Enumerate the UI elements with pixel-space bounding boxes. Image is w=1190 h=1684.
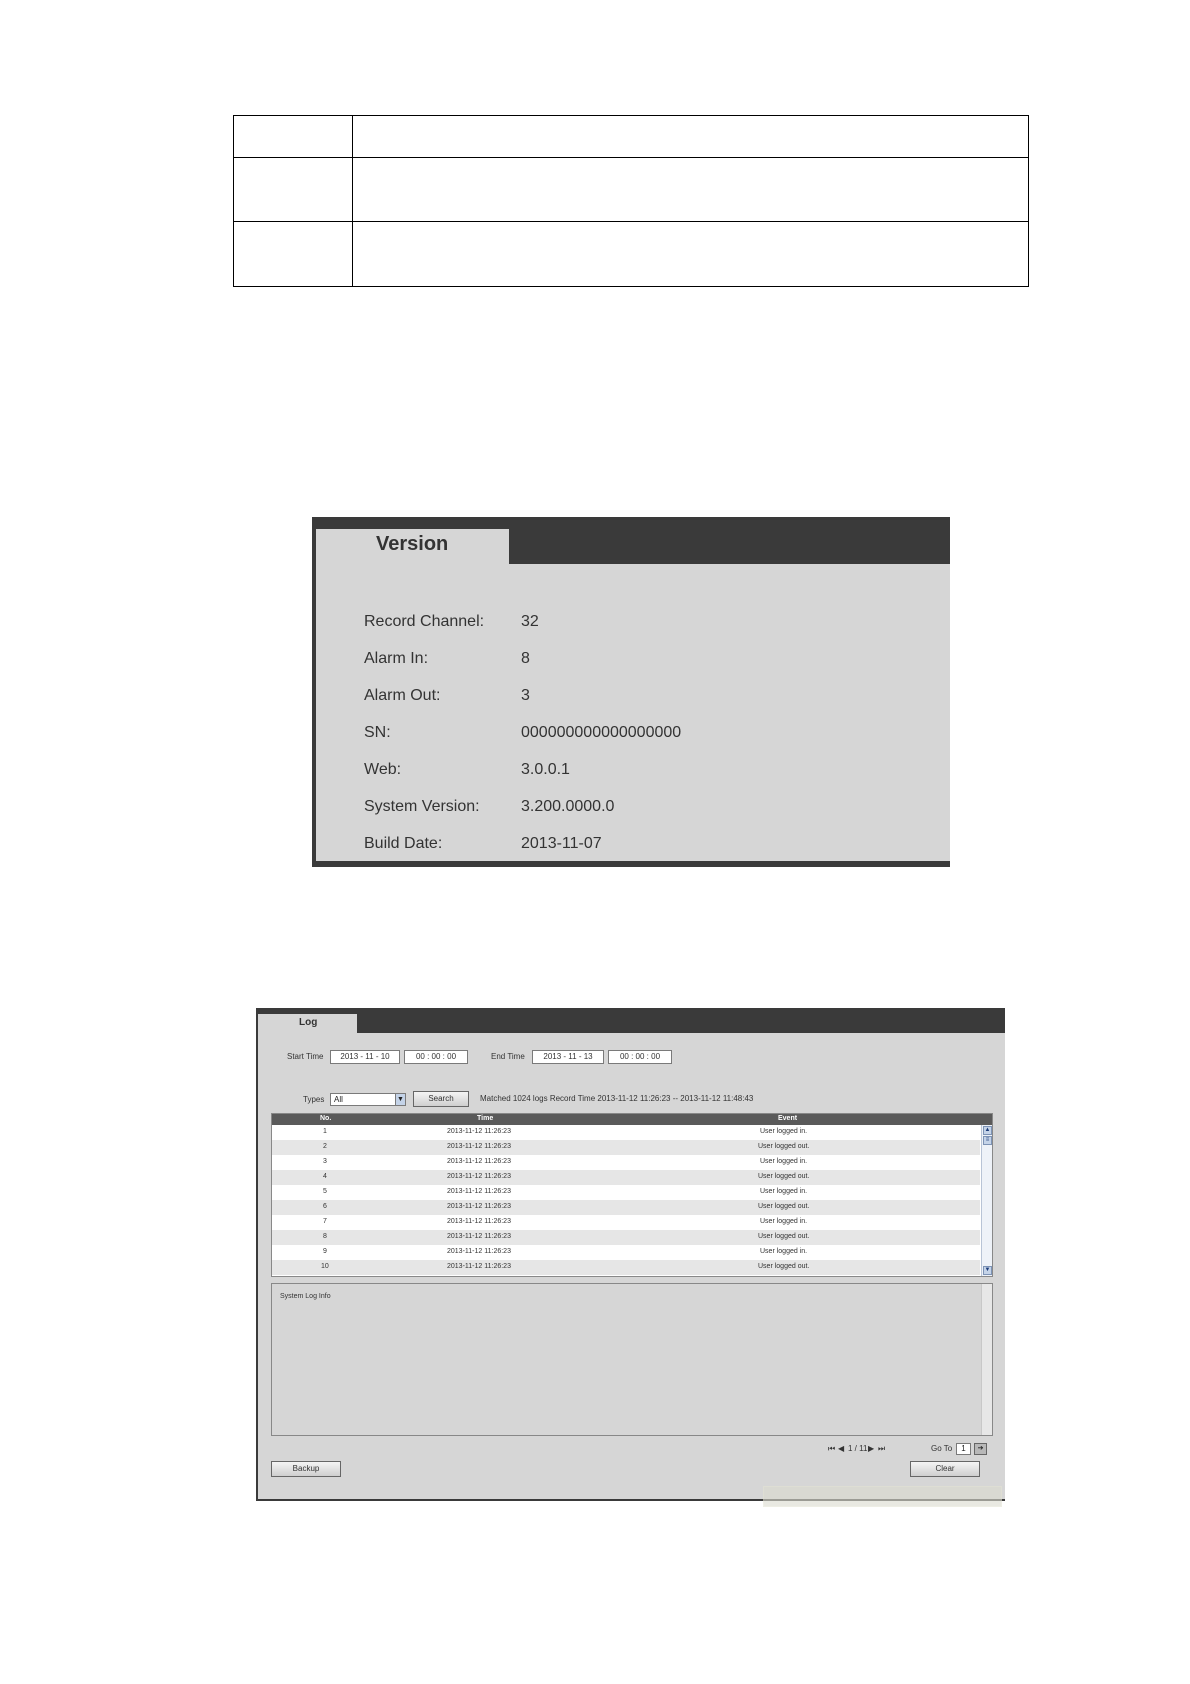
table-row[interactable] <box>272 1215 980 1230</box>
table-cell <box>234 222 353 287</box>
row-time: 2013-11-12 11:26:23 <box>447 1158 511 1165</box>
table-row[interactable] <box>272 1125 980 1140</box>
row-event: User logged out. <box>758 1143 810 1150</box>
version-row-label: SN: <box>364 724 391 741</box>
row-no: 3 <box>323 1158 327 1165</box>
table-body <box>272 1125 980 1275</box>
row-event: User logged in. <box>760 1248 808 1255</box>
goto-arrow-icon[interactable]: ➔ <box>974 1443 987 1455</box>
table-cell <box>234 116 353 158</box>
start-date-input[interactable]: 2013 - 11 - 10 <box>330 1050 400 1064</box>
version-row-label: Record Channel: <box>364 613 485 630</box>
end-time-label: End Time <box>491 1052 525 1061</box>
row-event: User logged out. <box>758 1173 810 1180</box>
row-time: 2013-11-12 11:26:23 <box>447 1173 511 1180</box>
row-event: User logged in. <box>760 1188 808 1195</box>
row-event: User logged out. <box>758 1203 810 1210</box>
prev-page-icon[interactable]: ◀ <box>838 1444 845 1453</box>
version-row-label: Web: <box>364 761 402 778</box>
page-indicator: 1 / 11 <box>848 1444 868 1453</box>
version-row-value: 3 <box>521 687 530 704</box>
row-no: 6 <box>323 1203 327 1210</box>
row-event: User logged out. <box>758 1263 810 1270</box>
row-no: 5 <box>323 1188 327 1195</box>
table-row[interactable] <box>272 1170 980 1185</box>
row-event: User logged in. <box>760 1128 808 1135</box>
column-header-event: Event <box>778 1115 798 1122</box>
log-tab[interactable] <box>258 1014 357 1034</box>
table-row[interactable] <box>272 1230 980 1245</box>
types-label: Types <box>303 1095 325 1104</box>
version-row-value: 3.0.0.1 <box>521 761 570 778</box>
table-row[interactable] <box>272 1185 980 1200</box>
version-row-label: Build Date: <box>364 835 443 852</box>
start-clock-input[interactable]: 00 : 00 : 00 <box>404 1050 468 1064</box>
row-event: User logged in. <box>760 1158 808 1165</box>
table-header <box>272 1114 992 1125</box>
scroll-down-icon[interactable]: ▼ <box>984 1267 991 1273</box>
version-row-label: Alarm Out: <box>364 687 441 704</box>
version-tab[interactable] <box>316 529 509 565</box>
row-event: User logged out. <box>758 1233 810 1240</box>
clear-button[interactable]: Clear <box>910 1461 980 1477</box>
next-page-icon[interactable]: ▶ <box>868 1444 875 1453</box>
row-no: 7 <box>323 1218 327 1225</box>
last-page-icon[interactable]: ⏭ <box>878 1444 886 1453</box>
table-row[interactable] <box>272 1245 980 1260</box>
table-cell <box>234 158 353 222</box>
info-scrollbar[interactable] <box>981 1284 992 1435</box>
types-select[interactable] <box>330 1093 406 1106</box>
row-no: 2 <box>323 1143 327 1150</box>
row-event: User logged in. <box>760 1218 808 1225</box>
start-time-label: Start Time <box>287 1052 324 1061</box>
row-time: 2013-11-12 11:26:23 <box>447 1233 511 1240</box>
table-row[interactable] <box>272 1140 980 1155</box>
row-time: 2013-11-12 11:26:23 <box>447 1128 511 1135</box>
version-row-value: 32 <box>521 613 539 630</box>
row-time: 2013-11-12 11:26:23 <box>447 1143 511 1150</box>
overlay-residue <box>763 1486 1002 1507</box>
version-row-value: 8 <box>521 650 530 667</box>
row-time: 2013-11-12 11:26:23 <box>447 1218 511 1225</box>
types-select-value: All <box>334 1095 343 1104</box>
row-time: 2013-11-12 11:26:23 <box>447 1263 511 1270</box>
version-row-label: Alarm In: <box>364 650 429 667</box>
version-row-value: 3.200.0000.0 <box>521 798 615 815</box>
table-cell <box>353 222 1029 287</box>
version-body <box>316 564 950 861</box>
row-time: 2013-11-12 11:26:23 <box>447 1188 511 1195</box>
row-no: 8 <box>323 1233 327 1240</box>
row-no: 4 <box>323 1173 327 1180</box>
log-table <box>271 1113 993 1277</box>
row-no: 1 <box>323 1128 327 1135</box>
chevron-down-icon[interactable]: ▼ <box>395 1094 405 1105</box>
log-body <box>258 1033 1005 1499</box>
version-panel <box>312 517 950 867</box>
row-time: 2013-11-12 11:26:23 <box>447 1248 511 1255</box>
search-button[interactable]: Search <box>413 1091 469 1107</box>
version-row-label: System Version: <box>364 798 480 815</box>
column-header-no: No. <box>320 1115 332 1122</box>
info-title: System Log Info <box>280 1293 331 1300</box>
row-no: 9 <box>323 1248 327 1255</box>
row-time: 2013-11-12 11:26:23 <box>447 1203 511 1210</box>
end-clock-input[interactable]: 00 : 00 : 00 <box>608 1050 672 1064</box>
goto-label: Go To <box>931 1444 953 1453</box>
version-tab-label: Version <box>376 533 449 555</box>
table-row[interactable] <box>272 1260 980 1275</box>
backup-button[interactable]: Backup <box>271 1461 341 1477</box>
table-cell <box>353 158 1029 222</box>
matched-info: Matched 1024 logs Record Time 2013-11-12 11:26:23 -- 2013-11-12 11:48:43 <box>480 1094 754 1103</box>
version-row-value: 2013-11-07 <box>521 835 602 852</box>
row-no: 10 <box>321 1263 329 1270</box>
first-page-icon[interactable]: ⏮ <box>828 1444 836 1453</box>
version-row-value: 000000000000000000 <box>521 724 682 741</box>
end-date-input[interactable]: 2013 - 11 - 13 <box>532 1050 604 1064</box>
table-scrollbar[interactable] <box>981 1125 992 1276</box>
scroll-up-icon[interactable]: ▲ <box>984 1127 991 1133</box>
table-row[interactable] <box>272 1155 980 1170</box>
document-table <box>233 115 1029 287</box>
scroll-thumb[interactable]: ≡ <box>983 1136 992 1145</box>
log-tab-label: Log <box>299 1017 318 1028</box>
table-row[interactable] <box>272 1200 980 1215</box>
table-cell <box>353 116 1029 158</box>
column-header-time: Time <box>477 1115 494 1122</box>
goto-page-input[interactable]: 1 <box>956 1443 971 1455</box>
system-log-info <box>271 1283 993 1436</box>
log-panel <box>256 1008 1005 1501</box>
